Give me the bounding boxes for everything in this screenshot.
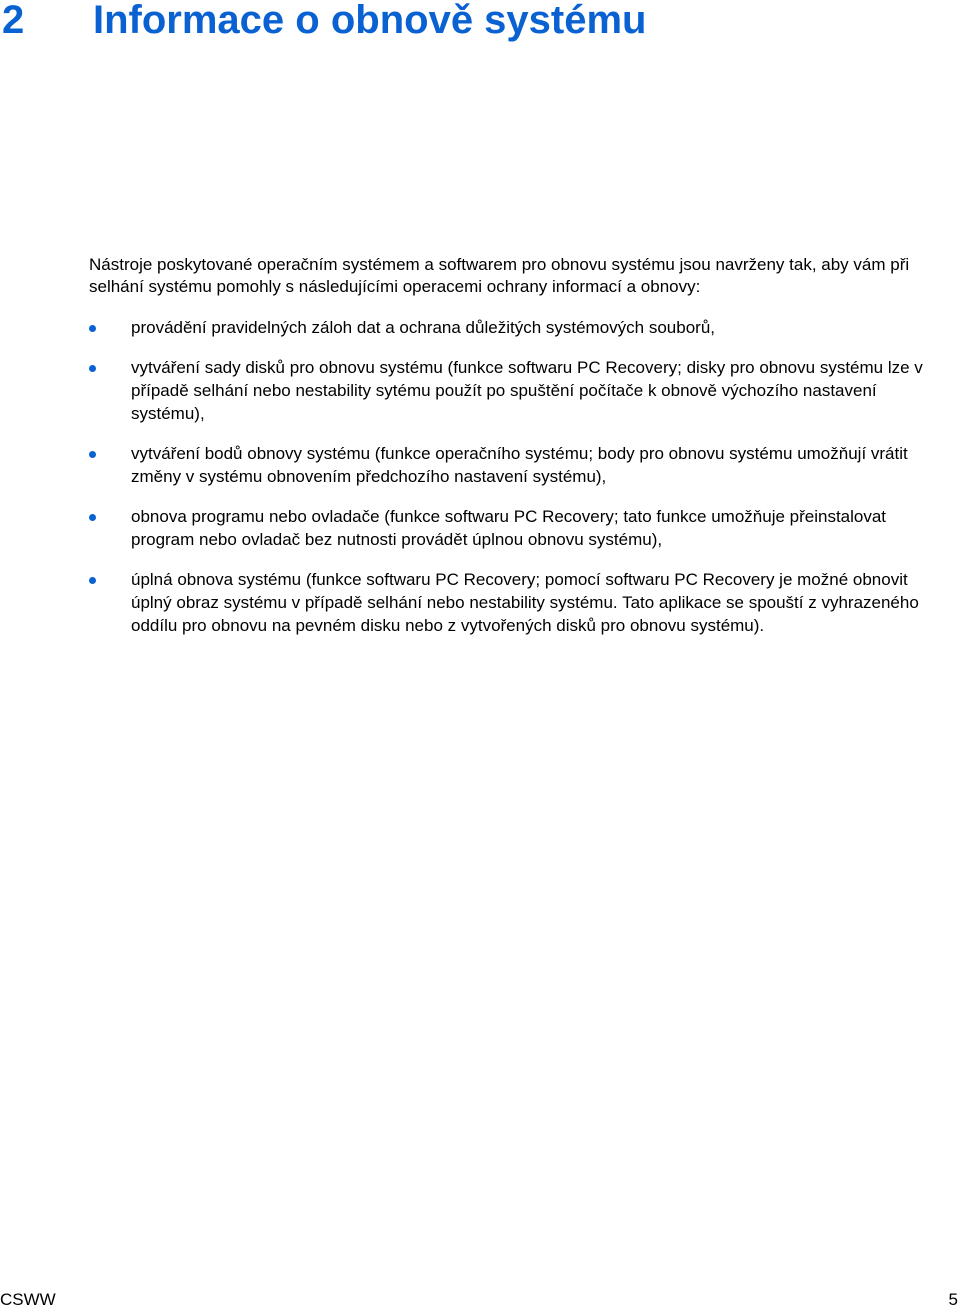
list-item <box>89 356 951 425</box>
list-item <box>89 442 951 488</box>
bullet-icon <box>89 577 96 584</box>
list-item-text: vytváření sady disků pro obnovu systému (funkce softwaru PC Recovery; disky pro obnovu systému lze v případě selhání nebo nestability sytému použít po spuštění počítače k obnově výchozího nastavení systému), <box>131 358 923 423</box>
list-item <box>89 568 951 637</box>
bullet-icon <box>89 514 96 521</box>
list-item-text: úplná obnova systému (funkce softwaru PC Recovery; pomocí softwaru PC Recovery je možné obnovit úplný obraz systému v případě selhání nebo nestability systému. Tato aplikace se spouští z vyhrazeného oddílu pro obnovu na pevném disku nebo z vytvořených disků pro obnovu systému). <box>131 570 919 635</box>
chapter-title: Informace o obnově systému <box>93 0 647 42</box>
list-item <box>89 505 951 551</box>
page-number: 5 <box>948 1290 958 1309</box>
bullet-icon <box>89 325 96 332</box>
recovery-operations-list <box>89 316 951 654</box>
chapter-heading <box>0 0 960 48</box>
bullet-icon <box>89 451 96 458</box>
footer-label: CSWW <box>0 1290 56 1309</box>
bullet-icon <box>89 365 96 372</box>
intro-paragraph: Nástroje poskytované operačním systémem a softwarem pro obnovu systému jsou navrženy tak, aby vám při selhání systému pomohly s následujícími operacemi ochrany informací a obnovy: <box>89 255 910 296</box>
list-item-text: provádění pravidelných záloh dat a ochrana důležitých systémových souborů, <box>131 318 716 337</box>
list-item-text: obnova programu nebo ovladače (funkce softwaru PC Recovery; tato funkce umožňuje přeinstalovat program nebo ovladač bez nutnosti provádět úplnou obnovu systému), <box>131 507 887 549</box>
list-item <box>89 316 951 339</box>
list-item-text: vytváření bodů obnovy systému (funkce operačního systému; body pro obnovu systému umožňují vrátit změny v systému obnovením předchozího nastavení systému), <box>131 444 908 486</box>
chapter-number: 2 <box>2 0 25 42</box>
